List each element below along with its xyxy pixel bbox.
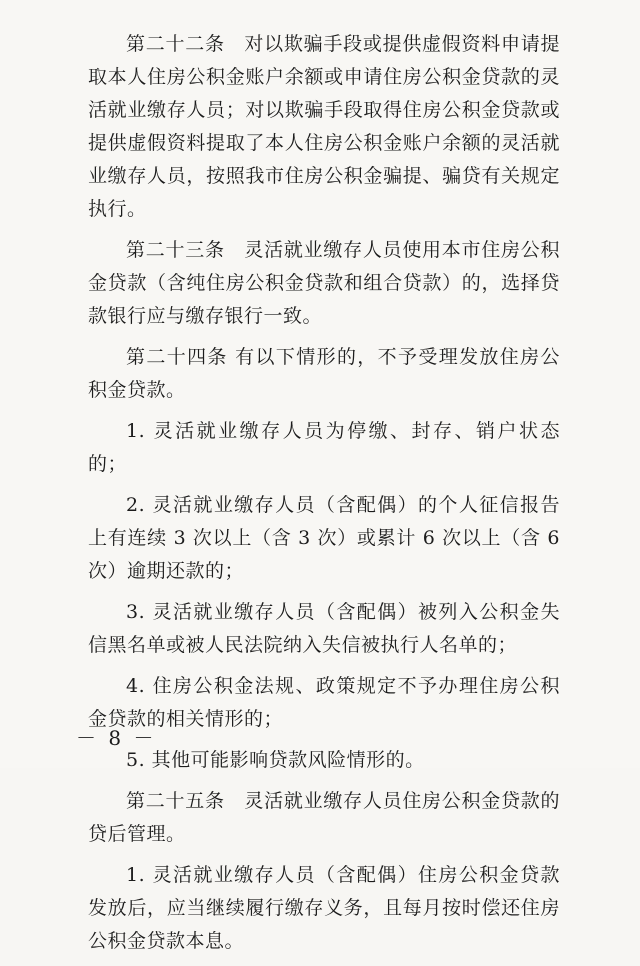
article-24-item-3: 3. 灵活就业缴存人员（含配偶）被列入公积金失信黑名单或被人民法院纳入失信被执行人名单的； [88,601,560,656]
article-24-item-1: 1. 灵活就业缴存人员为停缴、封存、销户状态的； [88,420,560,475]
article-23: 第二十三条 灵活就业缴存人员使用本市住房公积金贷款（含纯住房公积金贷款和组合贷款）的，选择贷款银行应与缴存银行一致。 [88,239,560,327]
article-22: 第二十二条 对以欺骗手段或提供虚假资料申请提取本人住房公积金账户余额或申请住房公积金贷款的灵活就业缴存人员；对以欺骗手段取得住房公积金贷款或提供虚假资料提取了本人住房公积金账户余额的灵活就业缴存人员，按照我市住房公积金骗提、骗贷有关规定执行。 [88,33,560,220]
article-24-item-5: 5. 其他可能影响贷款风险情形的。 [126,749,425,771]
article-25-heading: 第二十五条 灵活就业缴存人员住房公积金贷款的贷后管理。 [88,790,560,845]
article-25-item-1: 1. 灵活就业缴存人员（含配偶）住房公积金贷款发放后，应当继续履行缴存义务，且每月按时偿还住房公积金贷款本息。 [88,864,560,952]
article-24-item-2: 2. 灵活就业缴存人员（含配偶）的个人征信报告上有连续 3 次以上（含 3 次）或累计 6 次以上（含 6 次）逾期还款的； [88,494,560,582]
page-number: － 8 － [76,726,157,750]
document-body [88,28,560,966]
article-24-heading: 第二十四条 有以下情形的，不予受理发放住房公积金贷款。 [88,346,560,401]
article-24-item-4: 4. 住房公积金法规、政策规定不予办理住房公积金贷款的相关情形的； [88,675,560,730]
